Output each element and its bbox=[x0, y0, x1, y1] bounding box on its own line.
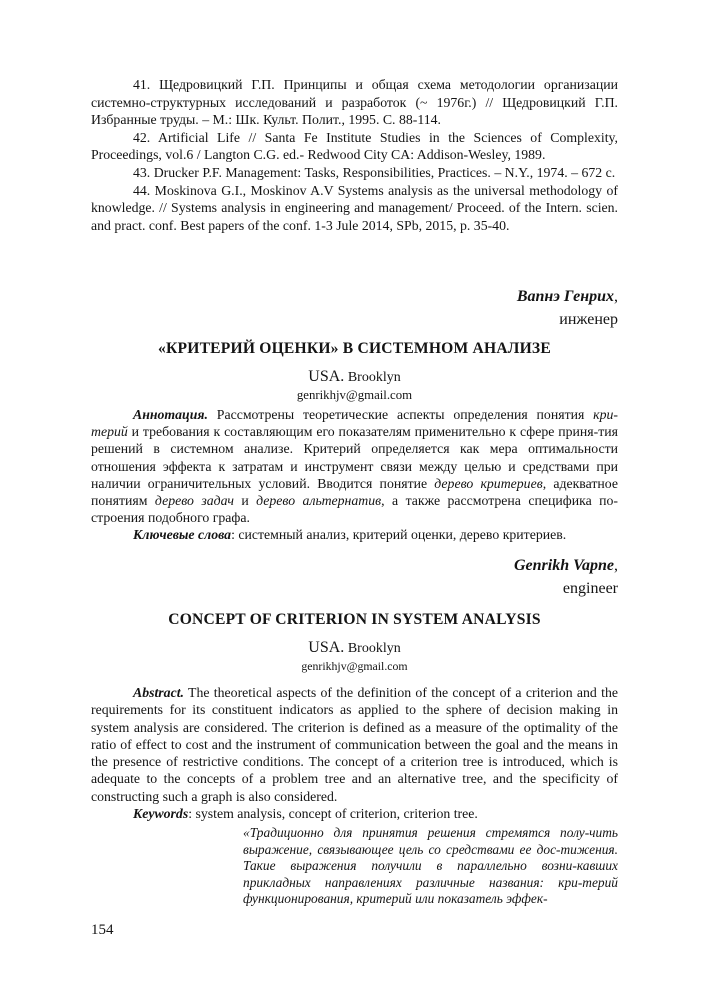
en-abstract bbox=[91, 684, 618, 805]
ru-abstract-text: и bbox=[233, 493, 257, 509]
en-abstract-block bbox=[91, 684, 618, 822]
ru-abstract-text: , адекватное понятиям bbox=[91, 475, 618, 509]
ru-email: genrikhjv@gmail.com bbox=[296, 388, 413, 402]
ru-abstract-term: дерево критериев bbox=[434, 475, 543, 491]
ru-author-punct: , bbox=[614, 288, 618, 305]
ru-keywords-text: : системный анализ, критерий оценки, дерево критериев. bbox=[231, 527, 567, 543]
en-email: genrikhjv@gmail.com bbox=[301, 659, 408, 673]
reference-list bbox=[91, 76, 618, 234]
en-keywords bbox=[91, 805, 618, 822]
en-keywords-text: : system analysis, concept of criterion, criterion tree. bbox=[188, 806, 478, 822]
ru-abstract-term: дерево задач bbox=[154, 493, 234, 509]
ru-title-block bbox=[91, 340, 618, 403]
reference-item: 42. Artificial Life // Santa Fe Institute Studies in the Sciences of Complexity, Proceedings, vol.6 / Langton C.G. ed.- Redwood City CA: Addison-Wesley, 1989. bbox=[91, 129, 618, 163]
reference-item: 44. Moskinova G.I., Moskinov A.V Systems analysis as the universal methodology of knowledge. // Systems analysis in engineering and management/ Proceed. of the Intern. scien. and pract. conf. Best papers of the conf. 1-3 Jule 2014, SPb, 2015, p. 35-40. bbox=[91, 182, 618, 233]
en-title: CONCEPT OF CRITERION IN SYSTEM ANALYSIS bbox=[168, 611, 541, 628]
ru-affiliation bbox=[91, 368, 618, 387]
ru-author-role: инженер bbox=[559, 311, 618, 328]
reference-item: 43. Drucker P.F. Management: Tasks, Responsibilities, Practices. – N.Y., 1974. – 672 c. bbox=[133, 164, 616, 180]
ru-abstract-block bbox=[91, 406, 618, 544]
en-author-punct: , bbox=[614, 557, 618, 574]
ru-keywords bbox=[91, 526, 618, 543]
en-abstract-text: The theoretical aspects of the definition of the concept of a criterion and the requirements for its constituent indicators as applied to the sphere of decision making in system analysis are considered. The criterion is defined as a measure of the optimality of the ratio of effect to cost and the instrument of communication between the goal and the means in the presence of restrictive conditions. The concept of a criterion tree is introduced, which is adequate to the concepts of a problem tree and an alternative tree, and the specificity of constructing such a graph is also considered. bbox=[91, 685, 618, 804]
en-city: Brooklyn bbox=[347, 641, 401, 656]
ru-abstract-text: , а также рассмотрена специфика по-строения подобного графа. bbox=[91, 493, 618, 526]
page-number: 154 bbox=[91, 922, 114, 938]
reference-item: 41. Щедровицкий Г.П. Принципы и общая схема методологии организации системно-структурных исследований и разработок (~ 1976г.) // Щедровицкий Г.П. Избранные труды. – М.: Шк. Культ. Полит., 1995. С. 88-114. bbox=[91, 77, 618, 128]
en-author-block bbox=[91, 556, 618, 598]
ru-title: «КРИТЕРИЙ ОЦЕНКИ» В СИСТЕМНОМ АНАЛИЗЕ bbox=[158, 340, 551, 357]
en-title-block bbox=[91, 611, 618, 674]
en-author-name: Genrikh Vapne bbox=[513, 557, 614, 574]
en-abstract-label: Abstract. bbox=[133, 685, 184, 700]
ru-abstract-term: дерево альтернатив bbox=[256, 493, 382, 509]
ru-city: Brooklyn bbox=[347, 370, 401, 385]
ru-keywords-label: Ключевые слова bbox=[133, 527, 232, 543]
ru-country: USA. bbox=[308, 368, 345, 385]
ru-author-name: Вапнэ Генрих bbox=[516, 288, 614, 305]
epigraph: «Традиционно для принятия решения стремятся полу-чить выражение, связывающее цель со средствами ее дос-тижения. Такие выражения получили в параллельно возни-кавших прикладных направлениях различные названия: кри-терий функционирования, критерий или показатель эффек- bbox=[243, 825, 618, 907]
ru-author-block bbox=[91, 287, 618, 329]
en-affiliation bbox=[91, 639, 618, 658]
en-author-role: engineer bbox=[562, 580, 618, 597]
ru-abstract-label: Аннотация. bbox=[133, 407, 208, 422]
ru-abstract bbox=[91, 406, 618, 526]
en-keywords-label: Keywords bbox=[133, 806, 189, 822]
ru-abstract-text: и требования к составляющим его показателям применительно к сфере приня-тия решений в системном анализе. Критерий определяется как мера оптимальности отношения эффекта к затратам и инструмент связи между целью и средствами при наличии ограничительных условий. Вводится понятие bbox=[91, 424, 618, 491]
ru-abstract-term: кри-терий bbox=[91, 407, 618, 440]
en-country: USA. bbox=[308, 639, 345, 656]
ru-abstract-text: Рассмотрены теоретические аспекты определения понятия bbox=[207, 407, 594, 422]
